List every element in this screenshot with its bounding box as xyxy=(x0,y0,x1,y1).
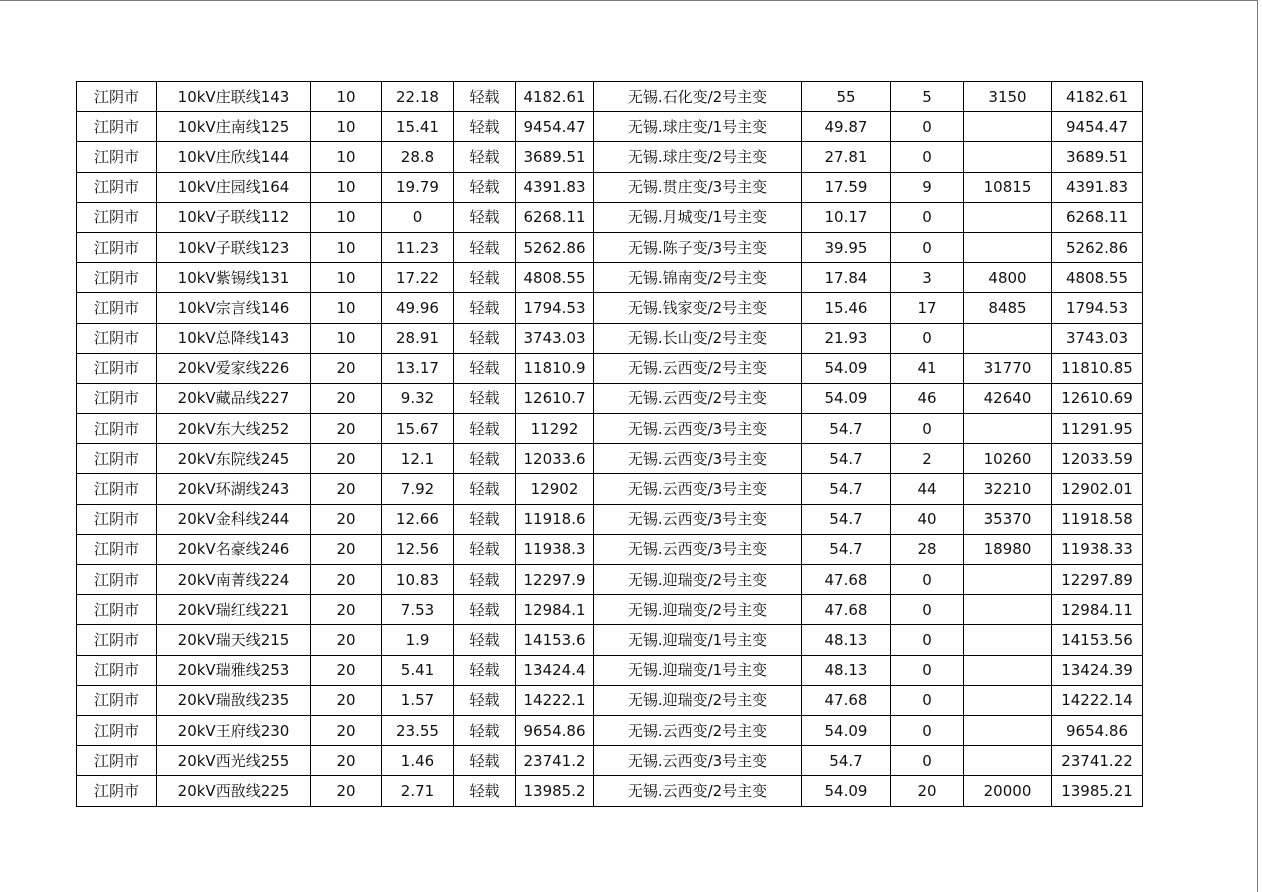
voltage-cell: 20 xyxy=(311,353,382,383)
capacity-cell xyxy=(964,202,1052,232)
city-cell: 江阴市 xyxy=(77,323,157,353)
load-value-cell: 14153.6 xyxy=(516,625,594,655)
load-status-cell: 轻载 xyxy=(454,534,516,564)
feeder-name-cell: 20kV瑞敔线235 xyxy=(157,685,311,715)
value-cell: 23741.22 xyxy=(1052,746,1143,776)
table-row xyxy=(77,142,1143,172)
feeder-name-cell: 20kV瑞红线221 xyxy=(157,595,311,625)
load-status-cell: 轻载 xyxy=(454,293,516,323)
load-rate-cell: 28.91 xyxy=(382,323,454,353)
transformer-rate-cell: 21.93 xyxy=(802,323,891,353)
table-row xyxy=(77,776,1143,806)
load-rate-cell: 11.23 xyxy=(382,232,454,262)
table-row xyxy=(77,293,1143,323)
table-row xyxy=(77,353,1143,383)
feeder-name-cell: 20kV瑞雅线253 xyxy=(157,655,311,685)
load-rate-cell: 1.57 xyxy=(382,685,454,715)
substation-transformer-cell: 无锡.迎瑞变/2号主变 xyxy=(594,595,802,625)
load-status-cell: 轻载 xyxy=(454,353,516,383)
load-rate-cell: 5.41 xyxy=(382,655,454,685)
table-row xyxy=(77,534,1143,564)
count-cell: 0 xyxy=(891,655,964,685)
load-value-cell: 14222.1 xyxy=(516,685,594,715)
count-cell: 0 xyxy=(891,202,964,232)
table-row xyxy=(77,746,1143,776)
value-cell: 4182.61 xyxy=(1052,82,1143,112)
load-status-cell: 轻载 xyxy=(454,444,516,474)
city-cell: 江阴市 xyxy=(77,202,157,232)
substation-transformer-cell: 无锡.迎瑞变/2号主变 xyxy=(594,685,802,715)
value-cell: 5262.86 xyxy=(1052,232,1143,262)
table-row xyxy=(77,263,1143,293)
substation-transformer-cell: 无锡.云西变/3号主变 xyxy=(594,414,802,444)
count-cell: 0 xyxy=(891,112,964,142)
substation-transformer-cell: 无锡.云西变/3号主变 xyxy=(594,504,802,534)
table-row xyxy=(77,715,1143,745)
transformer-rate-cell: 48.13 xyxy=(802,655,891,685)
load-value-cell: 1794.53 xyxy=(516,293,594,323)
transformer-rate-cell: 55 xyxy=(802,82,891,112)
capacity-cell xyxy=(964,232,1052,262)
table-row xyxy=(77,474,1143,504)
city-cell: 江阴市 xyxy=(77,142,157,172)
feeder-name-cell: 10kV庄园线164 xyxy=(157,172,311,202)
feeder-name-cell: 20kV东大线252 xyxy=(157,414,311,444)
count-cell: 0 xyxy=(891,323,964,353)
capacity-cell xyxy=(964,685,1052,715)
load-status-cell: 轻载 xyxy=(454,142,516,172)
feeder-name-cell: 20kV环湖线243 xyxy=(157,474,311,504)
load-value-cell: 13424.4 xyxy=(516,655,594,685)
capacity-cell xyxy=(964,565,1052,595)
value-cell: 9454.47 xyxy=(1052,112,1143,142)
load-value-cell: 3689.51 xyxy=(516,142,594,172)
feeder-name-cell: 10kV庄欣线144 xyxy=(157,142,311,172)
load-status-cell: 轻载 xyxy=(454,232,516,262)
voltage-cell: 20 xyxy=(311,444,382,474)
voltage-cell: 10 xyxy=(311,293,382,323)
count-cell: 17 xyxy=(891,293,964,323)
feeder-name-cell: 20kV西光线255 xyxy=(157,746,311,776)
load-rate-cell: 49.96 xyxy=(382,293,454,323)
transformer-rate-cell: 54.7 xyxy=(802,414,891,444)
load-status-cell: 轻载 xyxy=(454,202,516,232)
table-row xyxy=(77,383,1143,413)
feeder-name-cell: 20kV南菁线224 xyxy=(157,565,311,595)
capacity-cell xyxy=(964,746,1052,776)
table-row xyxy=(77,595,1143,625)
load-value-cell: 12902 xyxy=(516,474,594,504)
value-cell: 9654.86 xyxy=(1052,715,1143,745)
load-rate-cell: 19.79 xyxy=(382,172,454,202)
feeder-load-table xyxy=(76,81,1143,807)
count-cell: 0 xyxy=(891,142,964,172)
voltage-cell: 20 xyxy=(311,534,382,564)
load-value-cell: 13985.2 xyxy=(516,776,594,806)
voltage-cell: 20 xyxy=(311,565,382,595)
load-rate-cell: 28.8 xyxy=(382,142,454,172)
value-cell: 14222.14 xyxy=(1052,685,1143,715)
substation-transformer-cell: 无锡.锦南变/2号主变 xyxy=(594,263,802,293)
count-cell: 0 xyxy=(891,625,964,655)
value-cell: 12984.11 xyxy=(1052,595,1143,625)
city-cell: 江阴市 xyxy=(77,232,157,262)
city-cell: 江阴市 xyxy=(77,776,157,806)
load-rate-cell: 13.17 xyxy=(382,353,454,383)
capacity-cell: 31770 xyxy=(964,353,1052,383)
substation-transformer-cell: 无锡.钱家变/2号主变 xyxy=(594,293,802,323)
count-cell: 0 xyxy=(891,685,964,715)
feeder-name-cell: 10kV庄南线125 xyxy=(157,112,311,142)
count-cell: 5 xyxy=(891,82,964,112)
table-row xyxy=(77,232,1143,262)
value-cell: 14153.56 xyxy=(1052,625,1143,655)
load-rate-cell: 17.22 xyxy=(382,263,454,293)
capacity-cell xyxy=(964,625,1052,655)
capacity-cell xyxy=(964,414,1052,444)
load-status-cell: 轻载 xyxy=(454,685,516,715)
voltage-cell: 20 xyxy=(311,776,382,806)
city-cell: 江阴市 xyxy=(77,655,157,685)
load-value-cell: 5262.86 xyxy=(516,232,594,262)
table-row xyxy=(77,172,1143,202)
transformer-rate-cell: 47.68 xyxy=(802,595,891,625)
count-cell: 28 xyxy=(891,534,964,564)
table-row xyxy=(77,444,1143,474)
city-cell: 江阴市 xyxy=(77,383,157,413)
load-status-cell: 轻载 xyxy=(454,655,516,685)
transformer-rate-cell: 27.81 xyxy=(802,142,891,172)
substation-transformer-cell: 无锡.云西变/3号主变 xyxy=(594,534,802,564)
table-row xyxy=(77,625,1143,655)
load-value-cell: 4808.55 xyxy=(516,263,594,293)
voltage-cell: 20 xyxy=(311,625,382,655)
value-cell: 11918.58 xyxy=(1052,504,1143,534)
load-rate-cell: 15.67 xyxy=(382,414,454,444)
count-cell: 0 xyxy=(891,414,964,444)
transformer-rate-cell: 49.87 xyxy=(802,112,891,142)
feeder-name-cell: 20kV西敔线225 xyxy=(157,776,311,806)
value-cell: 12033.59 xyxy=(1052,444,1143,474)
substation-transformer-cell: 无锡.球庄变/1号主变 xyxy=(594,112,802,142)
value-cell: 3689.51 xyxy=(1052,142,1143,172)
transformer-rate-cell: 48.13 xyxy=(802,625,891,655)
city-cell: 江阴市 xyxy=(77,263,157,293)
value-cell: 11810.85 xyxy=(1052,353,1143,383)
load-status-cell: 轻载 xyxy=(454,504,516,534)
table-row xyxy=(77,685,1143,715)
table-row xyxy=(77,112,1143,142)
load-value-cell: 12610.7 xyxy=(516,383,594,413)
load-value-cell: 23741.2 xyxy=(516,746,594,776)
transformer-rate-cell: 54.09 xyxy=(802,776,891,806)
capacity-cell xyxy=(964,112,1052,142)
substation-transformer-cell: 无锡.迎瑞变/1号主变 xyxy=(594,625,802,655)
count-cell: 20 xyxy=(891,776,964,806)
value-cell: 13424.39 xyxy=(1052,655,1143,685)
transformer-rate-cell: 54.09 xyxy=(802,383,891,413)
load-value-cell: 6268.11 xyxy=(516,202,594,232)
substation-transformer-cell: 无锡.云西变/2号主变 xyxy=(594,776,802,806)
city-cell: 江阴市 xyxy=(77,625,157,655)
feeder-name-cell: 20kV王府线230 xyxy=(157,715,311,745)
substation-transformer-cell: 无锡.球庄变/2号主变 xyxy=(594,142,802,172)
feeder-name-cell: 20kV爱家线226 xyxy=(157,353,311,383)
capacity-cell xyxy=(964,655,1052,685)
capacity-cell: 32210 xyxy=(964,474,1052,504)
load-value-cell: 9654.86 xyxy=(516,715,594,745)
substation-transformer-cell: 无锡.迎瑞变/1号主变 xyxy=(594,655,802,685)
transformer-rate-cell: 17.84 xyxy=(802,263,891,293)
transformer-rate-cell: 39.95 xyxy=(802,232,891,262)
feeder-name-cell: 10kV宗言线146 xyxy=(157,293,311,323)
capacity-cell: 35370 xyxy=(964,504,1052,534)
transformer-rate-cell: 10.17 xyxy=(802,202,891,232)
transformer-rate-cell: 47.68 xyxy=(802,565,891,595)
city-cell: 江阴市 xyxy=(77,685,157,715)
substation-transformer-cell: 无锡.月城变/1号主变 xyxy=(594,202,802,232)
voltage-cell: 20 xyxy=(311,746,382,776)
voltage-cell: 20 xyxy=(311,655,382,685)
count-cell: 0 xyxy=(891,565,964,595)
table-row xyxy=(77,323,1143,353)
load-status-cell: 轻载 xyxy=(454,776,516,806)
substation-transformer-cell: 无锡.云西变/3号主变 xyxy=(594,746,802,776)
value-cell: 12902.01 xyxy=(1052,474,1143,504)
city-cell: 江阴市 xyxy=(77,565,157,595)
load-rate-cell: 12.66 xyxy=(382,504,454,534)
substation-transformer-cell: 无锡.陈子变/3号主变 xyxy=(594,232,802,262)
city-cell: 江阴市 xyxy=(77,172,157,202)
feeder-name-cell: 20kV藏品线227 xyxy=(157,383,311,413)
load-rate-cell: 12.56 xyxy=(382,534,454,564)
table-row xyxy=(77,414,1143,444)
voltage-cell: 10 xyxy=(311,202,382,232)
feeder-name-cell: 10kV庄联线143 xyxy=(157,82,311,112)
value-cell: 12297.89 xyxy=(1052,565,1143,595)
voltage-cell: 10 xyxy=(311,263,382,293)
load-value-cell: 12297.9 xyxy=(516,565,594,595)
load-rate-cell: 15.41 xyxy=(382,112,454,142)
load-value-cell: 11810.9 xyxy=(516,353,594,383)
transformer-rate-cell: 17.59 xyxy=(802,172,891,202)
voltage-cell: 10 xyxy=(311,112,382,142)
feeder-name-cell: 20kV名豪线246 xyxy=(157,534,311,564)
table-row xyxy=(77,655,1143,685)
table-row xyxy=(77,202,1143,232)
capacity-cell: 8485 xyxy=(964,293,1052,323)
load-rate-cell: 0 xyxy=(382,202,454,232)
substation-transformer-cell: 无锡.贯庄变/3号主变 xyxy=(594,172,802,202)
load-value-cell: 11918.6 xyxy=(516,504,594,534)
load-value-cell: 4391.83 xyxy=(516,172,594,202)
voltage-cell: 10 xyxy=(311,323,382,353)
substation-transformer-cell: 无锡.云西变/2号主变 xyxy=(594,715,802,745)
capacity-cell: 42640 xyxy=(964,383,1052,413)
load-status-cell: 轻载 xyxy=(454,383,516,413)
load-status-cell: 轻载 xyxy=(454,474,516,504)
value-cell: 11938.33 xyxy=(1052,534,1143,564)
load-status-cell: 轻载 xyxy=(454,715,516,745)
capacity-cell: 10815 xyxy=(964,172,1052,202)
transformer-rate-cell: 54.7 xyxy=(802,534,891,564)
capacity-cell xyxy=(964,595,1052,625)
city-cell: 江阴市 xyxy=(77,293,157,323)
city-cell: 江阴市 xyxy=(77,353,157,383)
transformer-rate-cell: 54.7 xyxy=(802,444,891,474)
load-status-cell: 轻载 xyxy=(454,746,516,776)
feeder-name-cell: 10kV子联线123 xyxy=(157,232,311,262)
load-value-cell: 9454.47 xyxy=(516,112,594,142)
table-row xyxy=(77,82,1143,112)
substation-transformer-cell: 无锡.石化变/2号主变 xyxy=(594,82,802,112)
voltage-cell: 20 xyxy=(311,414,382,444)
count-cell: 40 xyxy=(891,504,964,534)
voltage-cell: 20 xyxy=(311,383,382,413)
count-cell: 41 xyxy=(891,353,964,383)
voltage-cell: 10 xyxy=(311,232,382,262)
capacity-cell xyxy=(964,323,1052,353)
load-status-cell: 轻载 xyxy=(454,595,516,625)
substation-transformer-cell: 无锡.长山变/2号主变 xyxy=(594,323,802,353)
capacity-cell xyxy=(964,142,1052,172)
value-cell: 6268.11 xyxy=(1052,202,1143,232)
city-cell: 江阴市 xyxy=(77,82,157,112)
feeder-name-cell: 20kV东院线245 xyxy=(157,444,311,474)
feeder-name-cell: 10kV紫锡线131 xyxy=(157,263,311,293)
city-cell: 江阴市 xyxy=(77,534,157,564)
city-cell: 江阴市 xyxy=(77,112,157,142)
city-cell: 江阴市 xyxy=(77,595,157,625)
count-cell: 2 xyxy=(891,444,964,474)
load-rate-cell: 9.32 xyxy=(382,383,454,413)
load-rate-cell: 1.46 xyxy=(382,746,454,776)
voltage-cell: 20 xyxy=(311,474,382,504)
load-rate-cell: 10.83 xyxy=(382,565,454,595)
city-cell: 江阴市 xyxy=(77,746,157,776)
load-status-cell: 轻载 xyxy=(454,323,516,353)
feeder-name-cell: 10kV总降线143 xyxy=(157,323,311,353)
voltage-cell: 20 xyxy=(311,595,382,625)
voltage-cell: 20 xyxy=(311,504,382,534)
transformer-rate-cell: 54.09 xyxy=(802,353,891,383)
substation-transformer-cell: 无锡.云西变/2号主变 xyxy=(594,353,802,383)
load-status-cell: 轻载 xyxy=(454,172,516,202)
load-rate-cell: 22.18 xyxy=(382,82,454,112)
value-cell: 4391.83 xyxy=(1052,172,1143,202)
table-row xyxy=(77,504,1143,534)
feeder-name-cell: 20kV瑞天线215 xyxy=(157,625,311,655)
load-rate-cell: 12.1 xyxy=(382,444,454,474)
transformer-rate-cell: 47.68 xyxy=(802,685,891,715)
substation-transformer-cell: 无锡.云西变/2号主变 xyxy=(594,383,802,413)
load-rate-cell: 7.53 xyxy=(382,595,454,625)
load-rate-cell: 7.92 xyxy=(382,474,454,504)
feeder-name-cell: 20kV金科线244 xyxy=(157,504,311,534)
load-rate-cell: 23.55 xyxy=(382,715,454,745)
value-cell: 13985.21 xyxy=(1052,776,1143,806)
value-cell: 4808.55 xyxy=(1052,263,1143,293)
table-row xyxy=(77,565,1143,595)
load-status-cell: 轻载 xyxy=(454,112,516,142)
count-cell: 0 xyxy=(891,595,964,625)
count-cell: 0 xyxy=(891,232,964,262)
capacity-cell xyxy=(964,715,1052,745)
voltage-cell: 20 xyxy=(311,715,382,745)
voltage-cell: 20 xyxy=(311,685,382,715)
load-value-cell: 3743.03 xyxy=(516,323,594,353)
substation-transformer-cell: 无锡.云西变/3号主变 xyxy=(594,444,802,474)
city-cell: 江阴市 xyxy=(77,504,157,534)
count-cell: 9 xyxy=(891,172,964,202)
load-status-cell: 轻载 xyxy=(454,414,516,444)
value-cell: 3743.03 xyxy=(1052,323,1143,353)
count-cell: 44 xyxy=(891,474,964,504)
city-cell: 江阴市 xyxy=(77,444,157,474)
capacity-cell: 4800 xyxy=(964,263,1052,293)
load-status-cell: 轻载 xyxy=(454,82,516,112)
voltage-cell: 10 xyxy=(311,172,382,202)
load-value-cell: 11292 xyxy=(516,414,594,444)
transformer-rate-cell: 54.7 xyxy=(802,504,891,534)
transformer-rate-cell: 15.46 xyxy=(802,293,891,323)
capacity-cell: 10260 xyxy=(964,444,1052,474)
load-status-cell: 轻载 xyxy=(454,565,516,595)
capacity-cell: 3150 xyxy=(964,82,1052,112)
substation-transformer-cell: 无锡.迎瑞变/2号主变 xyxy=(594,565,802,595)
count-cell: 0 xyxy=(891,746,964,776)
load-value-cell: 12984.1 xyxy=(516,595,594,625)
count-cell: 46 xyxy=(891,383,964,413)
value-cell: 1794.53 xyxy=(1052,293,1143,323)
table-body xyxy=(77,82,1143,807)
value-cell: 11291.95 xyxy=(1052,414,1143,444)
voltage-cell: 10 xyxy=(311,142,382,172)
count-cell: 0 xyxy=(891,715,964,745)
value-cell: 12610.69 xyxy=(1052,383,1143,413)
capacity-cell: 20000 xyxy=(964,776,1052,806)
feeder-name-cell: 10kV子联线112 xyxy=(157,202,311,232)
substation-transformer-cell: 无锡.云西变/3号主变 xyxy=(594,474,802,504)
load-rate-cell: 2.71 xyxy=(382,776,454,806)
transformer-rate-cell: 54.7 xyxy=(802,474,891,504)
load-status-cell: 轻载 xyxy=(454,263,516,293)
transformer-rate-cell: 54.7 xyxy=(802,746,891,776)
load-value-cell: 11938.3 xyxy=(516,534,594,564)
capacity-cell: 18980 xyxy=(964,534,1052,564)
load-value-cell: 12033.6 xyxy=(516,444,594,474)
transformer-rate-cell: 54.09 xyxy=(802,715,891,745)
voltage-cell: 10 xyxy=(311,82,382,112)
city-cell: 江阴市 xyxy=(77,474,157,504)
city-cell: 江阴市 xyxy=(77,414,157,444)
city-cell: 江阴市 xyxy=(77,715,157,745)
count-cell: 3 xyxy=(891,263,964,293)
load-value-cell: 4182.61 xyxy=(516,82,594,112)
load-status-cell: 轻载 xyxy=(454,625,516,655)
load-rate-cell: 1.9 xyxy=(382,625,454,655)
